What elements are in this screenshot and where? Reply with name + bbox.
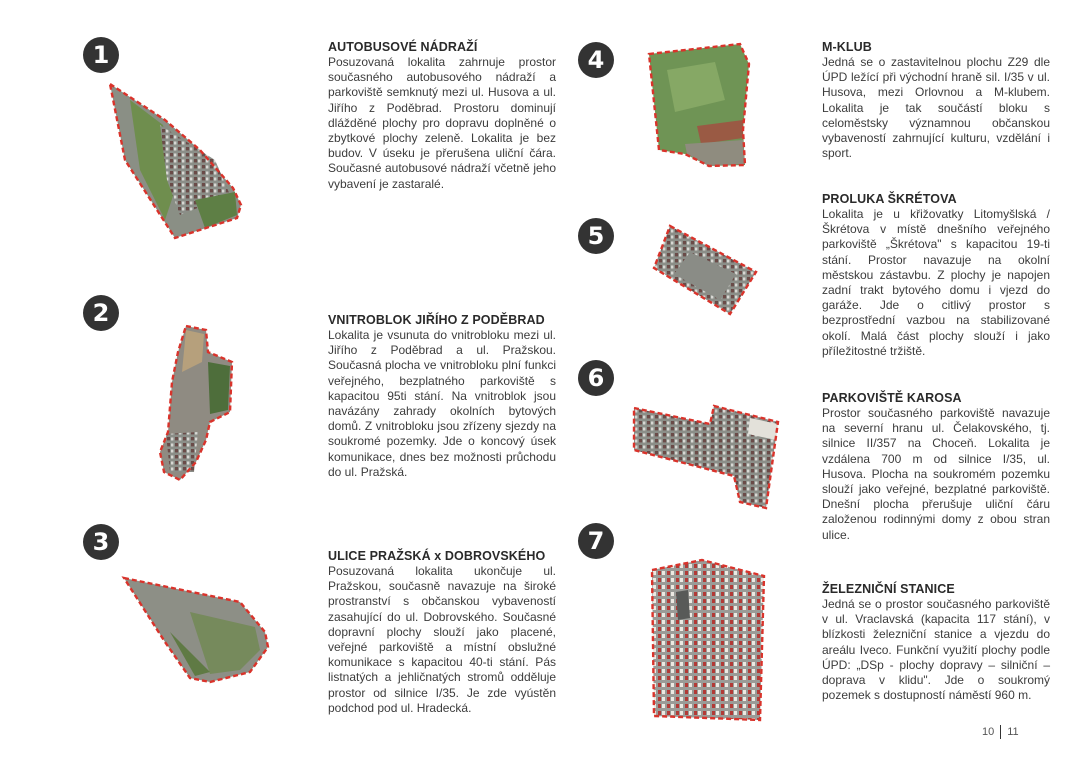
- entry-title: M-KLUB: [822, 40, 872, 54]
- aerial-photo-prazska-dobrovskeho: [120, 572, 275, 684]
- entry-proluka-skretova: [822, 192, 1050, 359]
- section-number-6: 6: [578, 360, 614, 396]
- entry-title: PARKOVIŠTĚ KAROSA: [822, 391, 962, 405]
- section-number-2: 2: [83, 295, 119, 331]
- entry-text: Posuzovaná lokalita zahrnuje prostor současného autobusového nádraží a parkoviště semknutý mezi ul. Husova a ul. Jiřího z Poděbrad. Prostoru dominují dlážděné plochy pro dopravu doplněné o zbytkové plochy zeleně. Lokalita je bez budov. V úseku je přerušena uliční čára. Současné autobusové nádraží včetně jeho vybavení je zastaralé.: [328, 55, 556, 191]
- section-number-4: 4: [578, 42, 614, 78]
- entry-title: PROLUKA ŠKRÉTOVA: [822, 192, 957, 206]
- aerial-photo-autobusove-nadrazi: [105, 80, 245, 242]
- entry-title: AUTOBUSOVÉ NÁDRAŽÍ: [328, 40, 478, 54]
- entry-autobusove-nadrazi: [328, 40, 556, 192]
- section-number-7: 7: [578, 523, 614, 559]
- aerial-photo-parkoviste-karosa: [630, 402, 780, 512]
- right-page-number: 11: [1007, 725, 1019, 738]
- aerial-photo-proluka-skretova: [650, 222, 760, 318]
- entry-vnitroblok: [328, 313, 556, 480]
- entry-parkoviste-karosa: [822, 391, 1050, 543]
- page-separator: [1000, 725, 1001, 739]
- aerial-photo-vnitroblok: [158, 322, 238, 482]
- left-page-number: 10: [982, 725, 995, 738]
- entry-text: Posuzovaná lokalita ukončuje ul. Pražskou, současně navazuje na široké prostranství s občanskou vybaveností zasahující do ul. Dobrovského. Současné dopravní plochy slouží jako placené, veřejné parkoviště a místní obslužné komunikace s kapacitou 40-ti stání. Pás listnatých a jehličnatých stromů odděluje prostor od silnice I/35. Je zde vyústěn podchod pod ul. Hradecká.: [328, 564, 556, 715]
- entry-title: VNITROBLOK JIŘÍHO Z PODĚBRAD: [328, 313, 545, 327]
- section-number-3: 3: [83, 524, 119, 560]
- entry-title: ŽELEZNIČNÍ STANICE: [822, 582, 955, 596]
- entry-text: Jedná se o prostor současného parkoviště v ul. Vraclavská (kapacita 117 stání), v blízkosti železniční stanice a vjezdu do areálu Iveco. Funkční využití plochy podle ÚPD: „DSp - plochy dopravy – silniční – doprava v klidu". Jde o soukromý pozemek s dostupností náměstí 960 m.: [822, 597, 1050, 703]
- entry-text: Jedná se o zastavitelnou plochu Z29 dle ÚPD ležící při východní hraně sil. I/35 v ul. Husova, mezi Orlovnou a M-klubem. Lokalita je tak součástí bloku s celoměstsky významnou občanskou vybaveností zahrnující kulturu, vzdělání i sport.: [822, 55, 1050, 161]
- aerial-photo-m-klub: [645, 40, 757, 170]
- entry-zeleznicni-stanice: [822, 582, 1050, 703]
- entry-text: Lokalita je u křižovatky Litomyšlská / Škrétova v místě dnešního veřejného parkoviště „Škrétova" s kapacitou 19-ti stání. Prostor navazuje na okolní městskou zástavbu. Z plochy je napojen zadní trakt bytového domu i vjezd do garáže. Jde o citlivý prostor s bezprostřední vazbou na stabilizované okolí. Malá část plochy slouží i jako příležitostné tržiště.: [822, 207, 1050, 358]
- entry-prazska-dobrovskeho: [328, 549, 556, 716]
- entry-text: Lokalita je vsunuta do vnitrobloku mezi ul. Jiřího z Poděbrad a ul. Pražskou. Současná plocha ve vnitrobloku plní funkci veřejného, bezplatného parkoviště s kapacitou 95ti stání. Na vnitroblok jsou navázány zahrady okolních bytových domů. Z vnitrobloku jsou zřízeny sjezdy na soukromé pozemky. Jde o koncový úsek komunikace, dnes bez možnosti průchodu do ul. Pražská.: [328, 328, 556, 479]
- entry-title: ULICE PRAŽSKÁ x DOBROVSKÉHO: [328, 549, 546, 563]
- aerial-photo-zeleznicni-stanice: [648, 556, 768, 724]
- entry-m-klub: [822, 40, 1050, 161]
- section-number-5: 5: [578, 218, 614, 254]
- page-numbers: [982, 725, 1019, 739]
- section-number-1: 1: [83, 37, 119, 73]
- entry-text: Prostor současného parkoviště navazuje na severní hranu ul. Čelakovského, tj. silnice II/357 na Choceň. Lokalita je vzdálena 700 m od silnice I/35, ul. Husova. Plocha na soukromém pozemku slouží jako veřejné, bezplatné parkoviště. Dnešní plocha přerušuje uliční čáru založenou rodinnými domy z obou stran ulice.: [822, 406, 1050, 542]
